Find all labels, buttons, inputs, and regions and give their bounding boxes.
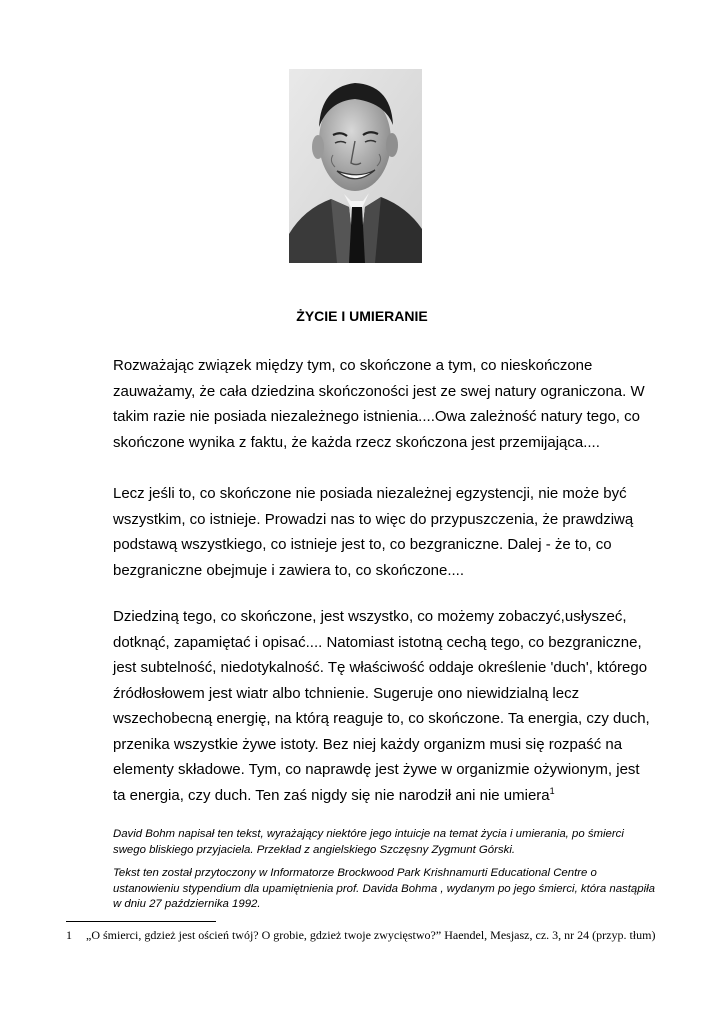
footnote-reference: 1: [549, 785, 555, 796]
footnote: [66, 928, 666, 944]
body-paragraph-2: Lecz jeśli to, co skończone nie posiada niezależnej egzystencji, nie może być wszystkim, co istnieje. Prowadzi nas to więc do przypuszczenia, że prawdziwą podstawą wszystkiego, co istnieje jest to, co bezgraniczne. Dalej - że to, co bezgraniczne obejmuje i zawiera to, co skończone....: [113, 485, 634, 579]
body-paragraph-1: Rozważając związek między tym, co skończone a tym, co nieskończone zauważamy, że cała dziedzina skończoności jest ze swej natury ograniczona. W takim razie nie posiada niezależnego istnienia....Owa zależność natury tego, co skończone wynika z faktu, że każda rzecz skończona jest przemijająca....: [113, 357, 645, 451]
footnote-text: „O śmierci, gdzież jest oścień twój? O grobie, gdzież twoje zwycięstwo?” Haendel, Mesjasz, cz. 3, nr 24 (przyp. tłum): [86, 928, 656, 942]
body-paragraph-3: [113, 604, 653, 808]
footnote-number: 1: [66, 928, 72, 942]
portrait-photo: [289, 69, 422, 263]
source-note: Tekst ten został przytoczony w Informatorze Brockwood Park Krishnamurti Educational Centre o ustanowieniu stypendium dla upamiętnienia prof. Davida Bohma , wydanym po jego śmierci, która nastąpiła w dniu 27 października 1992.: [113, 867, 655, 910]
page-title: ŻYCIE I UMIERANIE: [296, 308, 428, 324]
body-paragraph-3-text: Dziedziną tego, co skończone, jest wszystko, co możemy zobaczyć,usłyszeć, dotknąć, zapamiętać i opisać.... Natomiast istotną cechą tego, co bezgraniczne, jest subtelność, niedotykalność. Tę właściwość oddaje określenie 'duch', którego źródłosłowem jest wiatr albo tchnienie. Sugeruje ono niewidzialną lecz wszechobecną energię, na którą reaguje to, co skończone. Ta energia, czy duch, przenika wszystkie żywe istoty. Bez niej każdy organizm musi się rozpaść na elementy składowe. Tym, co naprawdę jest żywe w organizmie ożywionym, jest ta energia, czy duch. Ten zaś nigdy się nie narodził ani nie umiera: [113, 608, 650, 804]
translator-note: David Bohm napisał ten tekst, wyrażający niektóre jego intuicje na temat życia i umierania, po śmierci swego bliskiego przyjaciela. Przekład z angielskiego Szczęsny Zygmunt Górski.: [113, 828, 624, 856]
footnote-divider: [66, 921, 216, 922]
